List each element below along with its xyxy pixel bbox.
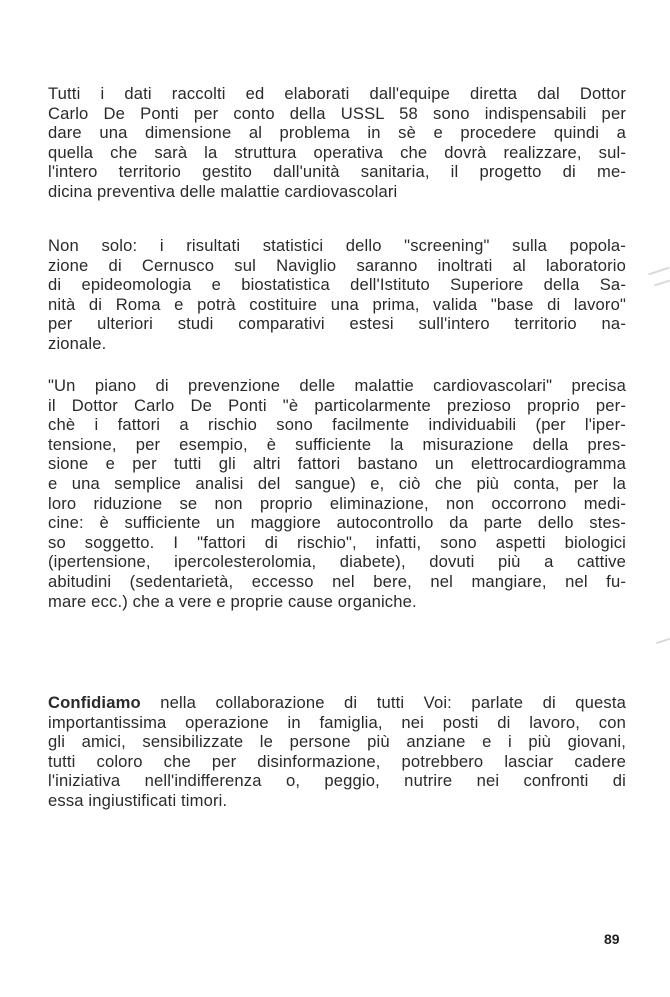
text-line xyxy=(48,693,626,713)
text-line: per ulteriori studi comparativi estesi sull'intero territorio na- xyxy=(48,314,626,334)
text-line: tutti coloro che per disinformazione, potrebbero lasciar cadere xyxy=(48,751,626,771)
text-line: (ipertensione, ipercolesterolomia, diabete), dovuti più a cattive xyxy=(48,552,626,572)
text-line: tensione, per esempio, è sufficiente la misurazione della pres- xyxy=(48,434,626,454)
lead-word: Confidiamo xyxy=(48,693,141,712)
paragraph-3 xyxy=(48,376,626,611)
scan-edge-mark xyxy=(648,267,670,276)
text-line: quella che sarà la struttura operativa che dovrà realizzare, sul- xyxy=(48,142,626,162)
text-line: so soggetto. I "fattori di rischio", infatti, sono aspetti biologici xyxy=(48,532,626,552)
text-line: zione di Cernusco sul Naviglio saranno inoltrati al laboratorio xyxy=(48,255,626,275)
text-line: zionale. xyxy=(48,333,107,353)
paragraph-2 xyxy=(48,236,626,354)
paragraph-4 xyxy=(48,693,626,811)
text-line: nità di Roma e potrà costituire una prima, valida "base di lavoro" xyxy=(48,294,626,314)
first-line-rest: nella collaborazione di tutti Voi: parlate di questa xyxy=(140,693,626,712)
text-line: chè i fattori a rischio sono facilmente individuabili (per l'iper- xyxy=(48,415,626,435)
paragraph-1 xyxy=(48,84,626,202)
text-line: dare una dimensione al problema in sè e procedere quindi a xyxy=(48,123,626,143)
text-line: dicina preventiva delle malattie cardiovascolari xyxy=(48,181,398,201)
text-line: e una semplice analisi del sangue) e, ciò che più conta, per la xyxy=(48,473,626,493)
text-line: importantissima operazione in famiglia, nei posti di lavoro, con xyxy=(48,712,626,732)
text-line: abitudini (sedentarietà, eccesso nel bere, nel mangiare, nel fu- xyxy=(48,571,626,591)
text-line: gli amici, sensibilizzate le persone più anziane e i più giovani, xyxy=(48,732,626,752)
text-line: l'intero territorio gestito dall'unità sanitaria, il progetto di me- xyxy=(48,162,626,182)
text-line: "Un piano di prevenzione delle malattie cardiovascolari" precisa xyxy=(48,376,626,395)
text-line: sione e per tutti gli altri fattori bastano un elettrocardiogramma xyxy=(48,454,626,474)
scan-edge-mark xyxy=(654,280,670,287)
text-line: Carlo De Ponti per conto della USSL 58 sono indispensabili per xyxy=(48,103,626,123)
scan-edge-mark xyxy=(656,638,670,644)
text-line: cine: è sufficiente un maggiore autocontrollo da parte dello stes- xyxy=(48,513,626,533)
text-line: l'iniziativa nell'indifferenza o, peggio, nutrire nei confronti di xyxy=(48,771,626,791)
page-number: 89 xyxy=(604,931,620,947)
text-line: Non solo: i risultati statistici dello "screening" sulla popola- xyxy=(48,236,626,255)
text-line: Tutti i dati raccolti ed elaborati dall'equipe diretta dal Dottor xyxy=(48,84,626,103)
text-line: mare ecc.) che a vere e proprie cause organiche. xyxy=(48,591,417,611)
text-line: essa ingiustificati timori. xyxy=(48,790,228,810)
text-line: di epideomologia e biostatistica dell'Istituto Superiore della Sa- xyxy=(48,275,626,295)
text-line: loro riduzione se non proprio eliminazione, non occorrono medi- xyxy=(48,493,626,513)
text-line: il Dottor Carlo De Ponti "è particolarmente prezioso proprio per- xyxy=(48,395,626,415)
